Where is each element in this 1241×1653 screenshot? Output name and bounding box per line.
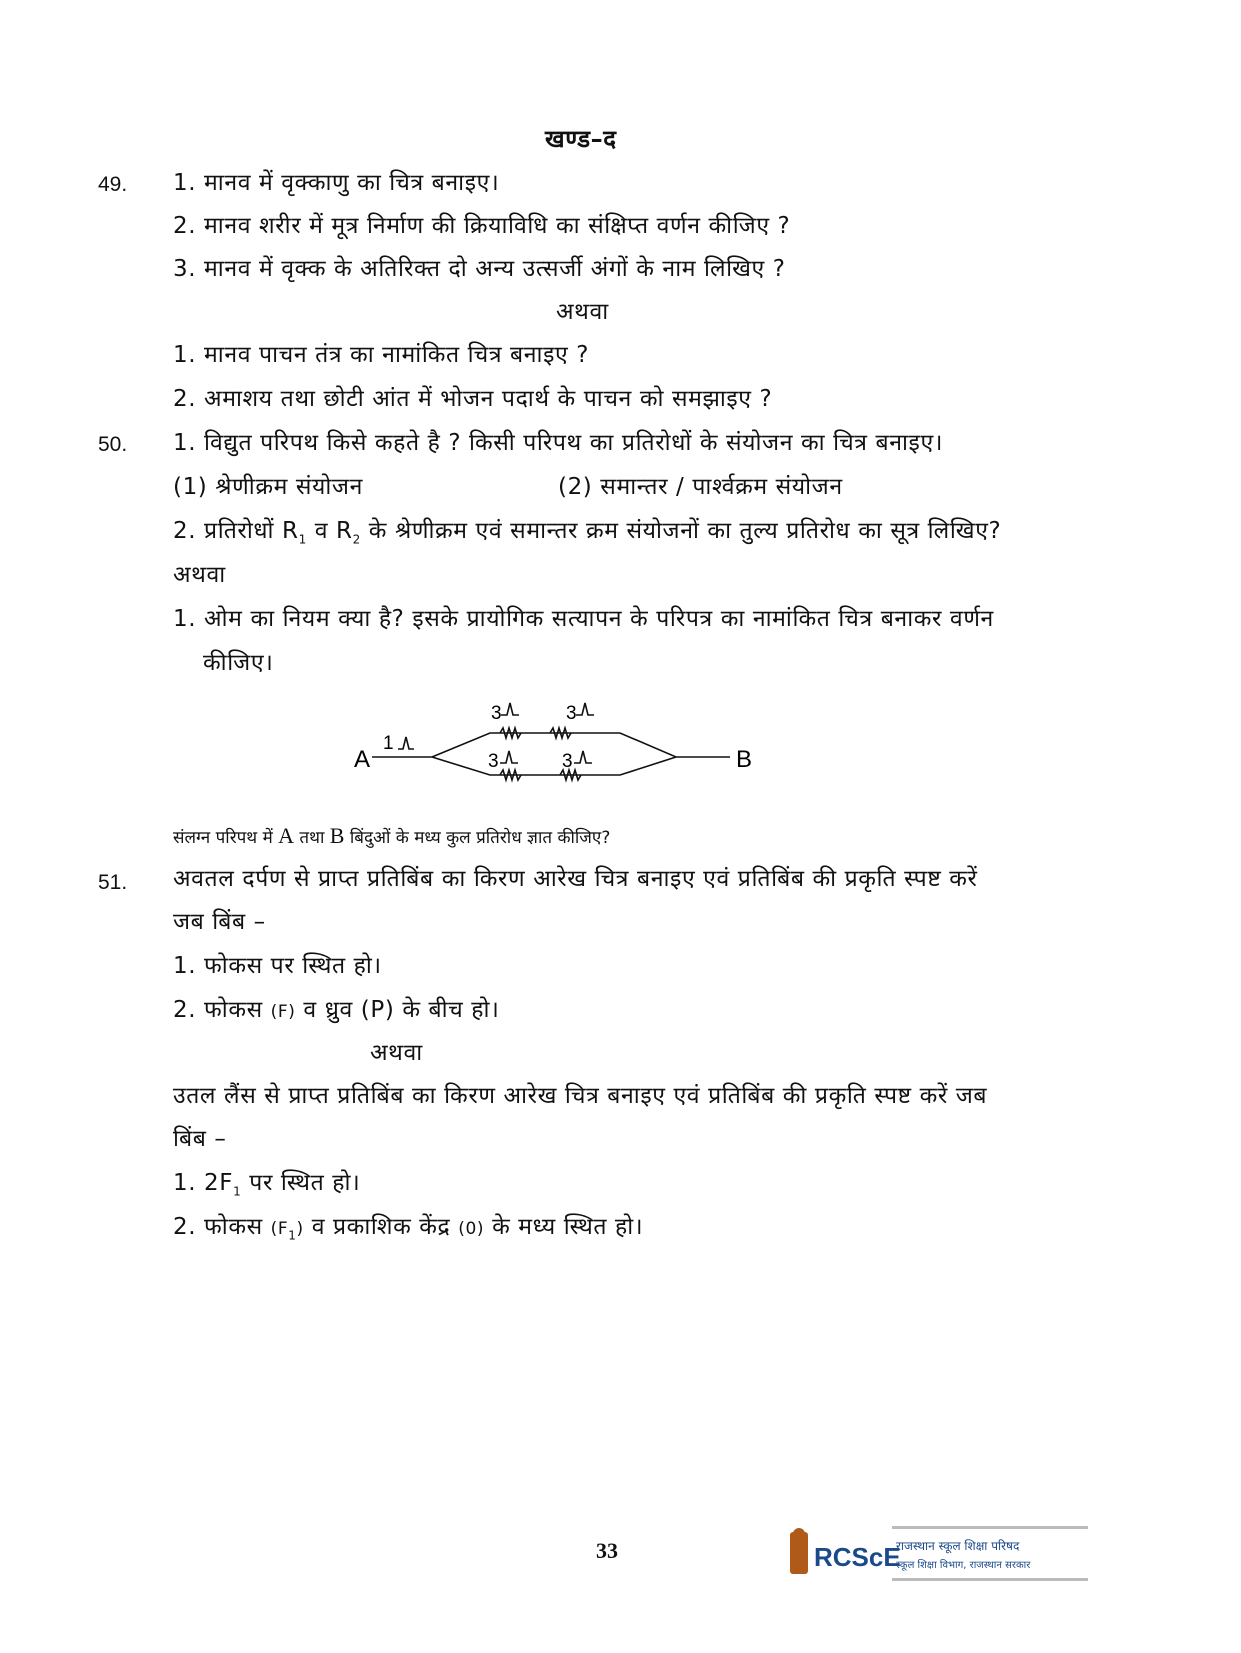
terminal-b-label: B bbox=[736, 746, 753, 773]
section-title: खण्ड–द bbox=[545, 125, 617, 153]
logo-top-rule bbox=[892, 1526, 1088, 1529]
page-number: 33 bbox=[596, 1538, 618, 1563]
q49-alt-item-1: 1. मानव पाचन तंत्र का नामांकित चित्र बनाइए ? bbox=[173, 342, 590, 368]
resistor-series-value: 1 bbox=[383, 733, 394, 754]
rcsce-logo bbox=[790, 1520, 1090, 1592]
circuit-wires bbox=[372, 703, 730, 780]
q51-alt-item-1: 1. $2F_1$ पर स्थित हो। bbox=[173, 1170, 361, 1199]
q51-or: अथवा bbox=[370, 1040, 423, 1066]
q50-alt-item-1: 1. ओम का नियम क्या है? इसके प्रायोगिक सत्यापन के परिपत्र का नामांकित चित्र बनाकर वर्णन bbox=[173, 606, 994, 632]
resistor-bottom-2-value: 3 bbox=[562, 751, 573, 772]
question-number-50: 50. bbox=[98, 433, 128, 456]
resistor-top-1-value: 3 bbox=[491, 703, 502, 724]
logo-bottom-rule bbox=[892, 1578, 1088, 1581]
emblem-icon bbox=[790, 1528, 808, 1574]
q49-alt-item-2: 2. अमाशय तथा छोटी आंत में भोजन पदार्थ के पाचन को समझाइए ? bbox=[173, 386, 773, 412]
q49-or: अथवा bbox=[556, 299, 609, 325]
q49-item-3: 3. मानव में वृक्क के अतिरिक्त दो अन्य उत्सर्जी अंगों के नाम लिखिए ? bbox=[173, 256, 786, 282]
q50-alt-item-1-continued: कीजिए। bbox=[203, 650, 274, 676]
q50-or: अथवा bbox=[173, 562, 226, 588]
logo-wordmark: RCScE bbox=[814, 1542, 901, 1572]
q50-item-2: 2. प्रतिरोधों $R_1$ व $R_2$ के श्रेणीक्रम एवं समान्तर क्रम संयोजनों का तुल्य प्रतिरोध का सूत्र लिखिए? bbox=[173, 518, 1002, 547]
q50-item-1: 1. विद्युत परिपथ किसे कहते है ? किसी परिपथ का प्रतिरोधों के संयोजन का चित्र बनाइए। bbox=[173, 430, 944, 456]
question-number-51: 51. bbox=[98, 871, 128, 894]
q51-alt-item-2: 2. फोकस $(F_1)$ व प्रकाशिक केंद्र (0) के मध्य स्थित हो। bbox=[173, 1214, 644, 1243]
q51-line-2: जब बिंब – bbox=[173, 909, 266, 935]
resistor-circuit-diagram bbox=[350, 703, 770, 805]
question-number-49: 49. bbox=[98, 173, 128, 196]
terminal-a-label: A bbox=[354, 746, 371, 773]
q49-item-1: 1. मानव में वृक्काणु का चित्र बनाइए। bbox=[173, 170, 500, 196]
q50-option-series: (1) श्रेणीक्रम संयोजन bbox=[173, 474, 363, 500]
q51-alt-line-1: उतल लैंस से प्राप्त प्रतिबिंब का किरण आरेख चित्र बनाइए एवं प्रतिबिंब की प्रकृति स्पष्ट करें जब bbox=[173, 1083, 988, 1109]
resistor-bottom-1-value: 3 bbox=[488, 751, 499, 772]
q50-option-parallel: (2) समान्तर / पार्श्वक्रम संयोजन bbox=[558, 474, 843, 500]
q49-item-2: 2. मानव शरीर में मूत्र निर्माण की क्रियाविधि का संक्षिप्त वर्णन कीजिए ? bbox=[173, 213, 791, 239]
q51-item-1: 1. फोकस पर स्थित हो। bbox=[173, 953, 382, 979]
logo-council-name: राजस्थान स्कूल शिक्षा परिषद bbox=[896, 1539, 1020, 1553]
q51-line-1: अवतल दर्पण से प्राप्त प्रतिबिंब का किरण आरेख चित्र बनाइए एवं प्रतिबिंब की प्रकृति स्पष्ट करें bbox=[173, 866, 978, 892]
q51-item-2: 2. फोकस (F) व ध्रुव (P) के बीच हो। bbox=[173, 997, 500, 1023]
logo-department-name: स्कूल शिक्षा विभाग, राजस्थान सरकार bbox=[896, 1560, 1031, 1571]
q51-alt-line-2: बिंब – bbox=[173, 1126, 227, 1152]
q50-circuit-caption: संलग्न परिपथ में A तथा B बिंदुओं के मध्य कुल प्रतिरोध ज्ञात कीजिए? bbox=[173, 823, 611, 848]
resistor-top-2-value: 3 bbox=[566, 703, 577, 724]
